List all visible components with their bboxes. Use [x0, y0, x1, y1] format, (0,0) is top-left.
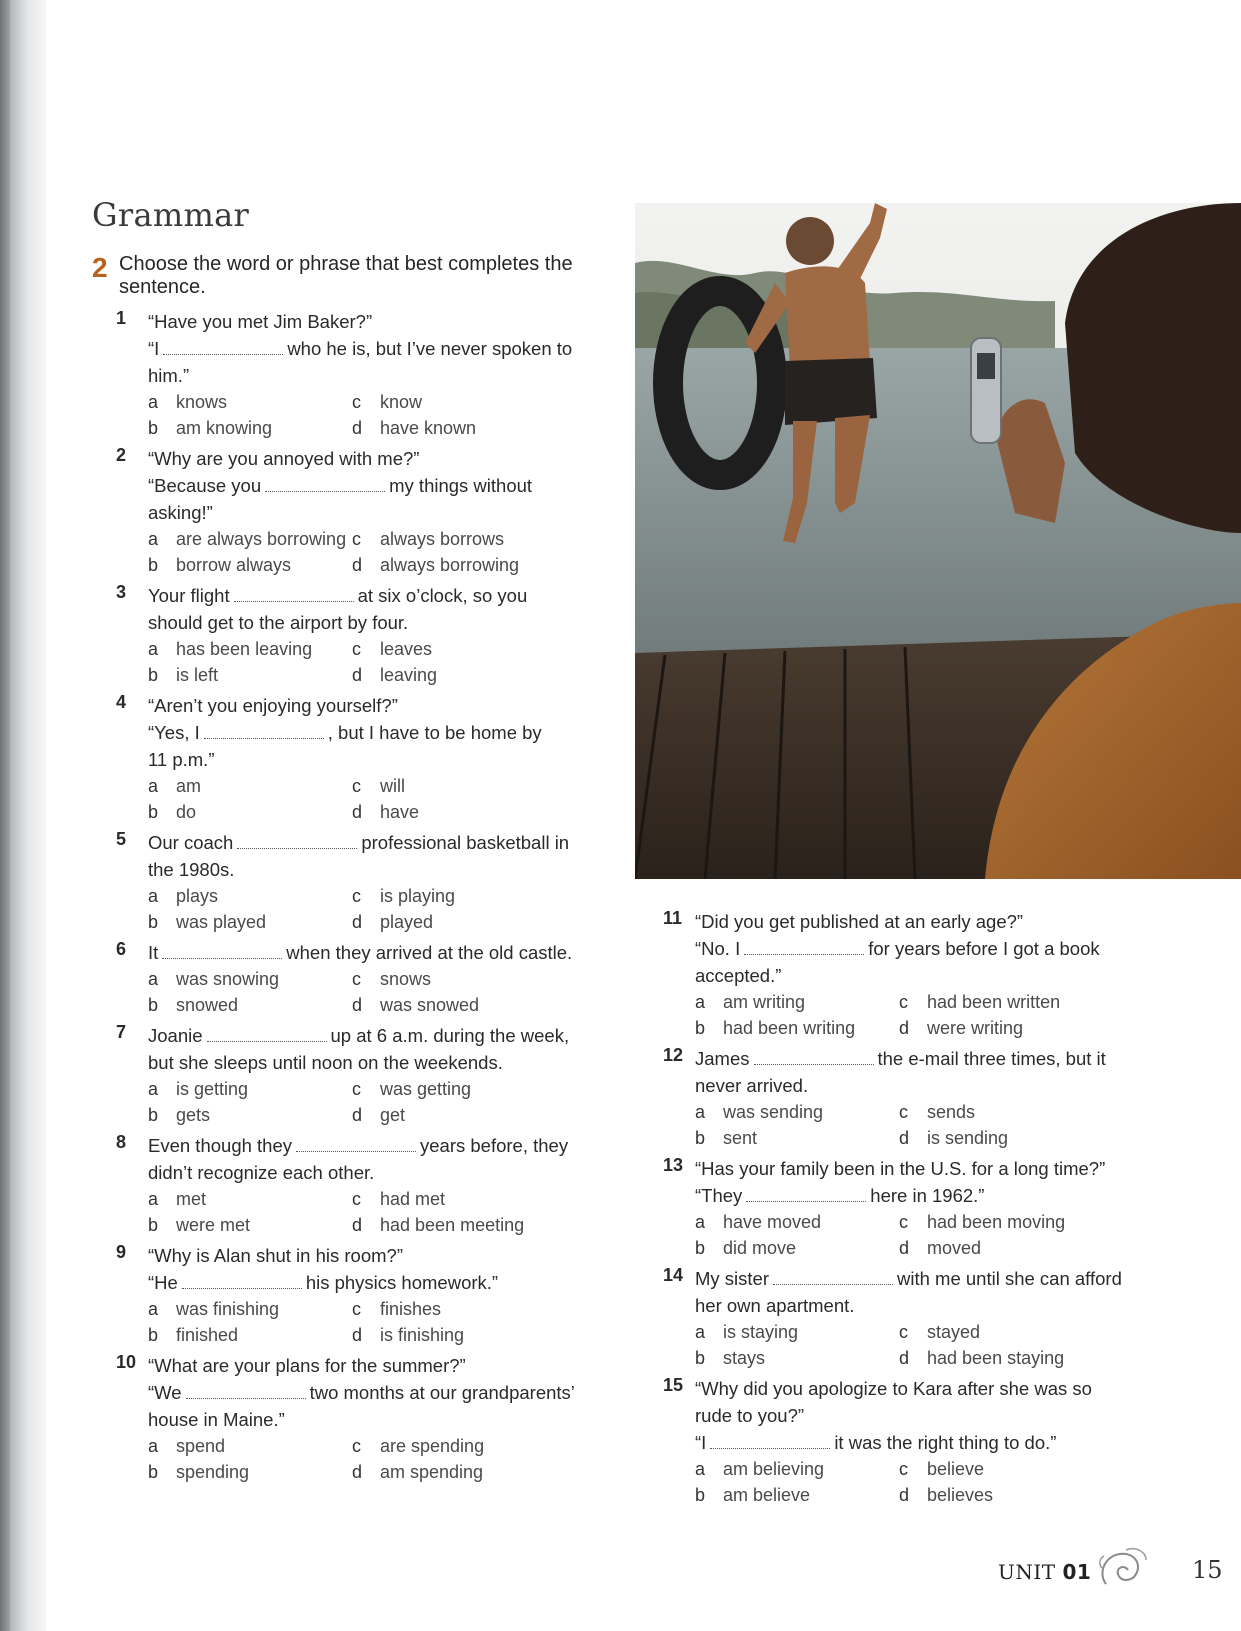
answer-blank: [265, 477, 385, 492]
option-letter: c: [899, 1212, 908, 1232]
option-letter: d: [352, 1325, 363, 1345]
option-letter: a: [695, 1212, 706, 1232]
option-text: was snowed: [380, 995, 480, 1015]
question-item: [663, 1375, 1163, 1508]
option-text: have known: [380, 418, 477, 438]
question-line: [148, 582, 606, 609]
option-letter: c: [352, 639, 361, 659]
option-letter: a: [148, 776, 159, 796]
option-text: is staying: [723, 1322, 799, 1342]
option-text: was snowing: [176, 969, 280, 989]
option-letter: b: [695, 1238, 706, 1258]
option-text: spend: [176, 1436, 226, 1456]
option-text: had been meeting: [380, 1215, 525, 1235]
question-text: “Why are you annoyed with me?”: [148, 448, 420, 469]
option-text: know: [380, 392, 423, 412]
answer-options: [148, 883, 606, 935]
answer-options: [148, 389, 606, 441]
option-letter: c: [899, 1102, 908, 1122]
question-number: 11: [663, 908, 683, 928]
option-letter: a: [148, 1299, 159, 1319]
option-letter: a: [148, 639, 159, 659]
question-line: [695, 1292, 1163, 1319]
question-item: [116, 582, 606, 688]
question-text-after: for years before I got a book: [868, 938, 1100, 959]
option-letter: b: [148, 418, 159, 438]
question-text: didn’t recognize each other.: [148, 1162, 375, 1183]
option-letter: a: [148, 529, 159, 549]
question-text-before: “No. I: [695, 938, 741, 959]
question-text-after: his physics homework.”: [305, 1272, 499, 1293]
question-item: [116, 308, 606, 441]
question-item: [116, 829, 606, 935]
option-letter: d: [899, 1128, 910, 1148]
option-letter: b: [148, 802, 159, 822]
question-line: [148, 362, 606, 389]
question-text: asking!”: [148, 502, 213, 523]
question-text-before: “We: [148, 1382, 182, 1403]
option-letter: c: [352, 392, 361, 412]
option-text: is getting: [176, 1079, 249, 1099]
answer-blank: [710, 1434, 830, 1449]
option-letter: b: [148, 1215, 159, 1235]
answer-blank: [744, 940, 864, 955]
question-line: [148, 1242, 606, 1269]
option-text: finished: [176, 1325, 239, 1345]
option-text: am: [176, 776, 202, 796]
option-text: is sending: [927, 1128, 1009, 1148]
answer-blank: [182, 1274, 302, 1289]
question-item: [116, 1132, 606, 1238]
question-number: 15: [663, 1375, 684, 1395]
option-letter: d: [352, 912, 363, 932]
question-text-after: at six o’clock, so you: [357, 585, 528, 606]
question-number: 12: [663, 1045, 684, 1065]
option-letter: d: [899, 1018, 910, 1038]
question-text: her own apartment.: [695, 1295, 855, 1316]
option-text: do: [176, 802, 197, 822]
question-text-after: who he is, but I’ve never spoken to: [287, 338, 573, 359]
option-letter: a: [148, 886, 159, 906]
question-line: [148, 829, 606, 856]
question-text-after: when they arrived at the old castle.: [286, 942, 573, 963]
question-line: [695, 1429, 1163, 1456]
question-number: 13: [663, 1155, 684, 1175]
questions-column-right: [663, 908, 1163, 1512]
option-letter: d: [352, 418, 363, 438]
question-line: [148, 1159, 606, 1186]
question-number: 4: [116, 692, 127, 712]
question-line: [148, 1379, 606, 1406]
question-item: [663, 1265, 1163, 1371]
option-letter: b: [148, 1105, 159, 1125]
question-text-after: my things without: [389, 475, 533, 496]
option-text: am spending: [380, 1462, 484, 1482]
question-number: 7: [116, 1022, 127, 1042]
option-text: am believing: [723, 1459, 825, 1479]
answer-blank: [207, 1027, 327, 1042]
option-letter: c: [352, 1299, 361, 1319]
option-letter: d: [899, 1348, 910, 1368]
question-text: “What are your plans for the summer?”: [148, 1355, 466, 1376]
question-line: [695, 1375, 1163, 1402]
option-text: stayed: [927, 1322, 981, 1342]
question-text-before: James: [695, 1048, 750, 1069]
question-line: [148, 1352, 606, 1379]
option-text: was played: [176, 912, 267, 932]
option-letter: b: [695, 1128, 706, 1148]
option-text: snowed: [176, 995, 239, 1015]
option-letter: a: [148, 392, 159, 412]
option-letter: b: [148, 1462, 159, 1482]
question-item: [116, 1022, 606, 1128]
question-item: [663, 908, 1163, 1041]
option-text: finishes: [380, 1299, 442, 1319]
option-text: will: [380, 776, 405, 796]
option-letter: a: [148, 1436, 159, 1456]
option-text: had been writing: [723, 1018, 856, 1038]
question-text-before: My sister: [695, 1268, 769, 1289]
question-line: [148, 692, 606, 719]
option-letter: b: [148, 995, 159, 1015]
option-text: always borrows: [380, 529, 505, 549]
option-letter: d: [352, 1215, 363, 1235]
questions-column-left: [116, 308, 606, 1489]
question-text: “Have you met Jim Baker?”: [148, 311, 373, 332]
unit-number: 01: [1062, 1560, 1092, 1584]
answer-blank: [163, 340, 283, 355]
question-text-before: Your flight: [148, 585, 230, 606]
question-text: “Has your family been in the U.S. for a long time?”: [695, 1158, 1106, 1179]
option-text: sent: [723, 1128, 758, 1148]
question-line: [148, 308, 606, 335]
option-text: was sending: [723, 1102, 824, 1122]
option-text: moved: [927, 1238, 982, 1258]
question-text-after: up at 6 a.m. during the week,: [330, 1025, 570, 1046]
swirl-ornament-icon: [1096, 1544, 1148, 1592]
option-text: gets: [176, 1105, 211, 1125]
answer-options: [148, 1433, 606, 1485]
answer-options: [695, 989, 1163, 1041]
option-text: always borrowing: [380, 555, 520, 575]
question-text: but she sleeps until noon on the weekends.: [148, 1052, 503, 1073]
question-number: 9: [116, 1242, 127, 1262]
option-letter: d: [352, 1462, 363, 1482]
answer-options: [695, 1456, 1163, 1508]
unit-word: UNIT: [998, 1560, 1056, 1584]
photo-boy-jumping-into-lake: [635, 203, 1241, 879]
question-text-after: it was the right thing to do.”: [834, 1432, 1057, 1453]
option-text: leaves: [380, 639, 433, 659]
page-number: 15: [1192, 1556, 1223, 1584]
question-text-before: Even though they: [148, 1135, 292, 1156]
question-text-after: with me until she can afford: [897, 1268, 1122, 1289]
question-line: [695, 1182, 1163, 1209]
option-letter: c: [352, 1079, 361, 1099]
question-line: [695, 1265, 1163, 1292]
answer-blank: [754, 1050, 874, 1065]
question-number: 14: [663, 1265, 684, 1285]
option-letter: d: [899, 1485, 910, 1505]
question-text-before: “They: [695, 1185, 743, 1206]
question-line: [148, 746, 606, 773]
option-text: played: [380, 912, 434, 932]
question-line: [148, 472, 606, 499]
unit-label: [998, 1560, 1091, 1584]
question-line: [695, 1045, 1163, 1072]
option-letter: a: [148, 1189, 159, 1209]
exercise-instruction: Choose the word or phrase that best completes the sentence.: [119, 253, 573, 298]
question-text: never arrived.: [695, 1075, 809, 1096]
option-text: believe: [927, 1459, 985, 1479]
option-text: met: [176, 1189, 207, 1209]
question-text-before: It: [148, 942, 159, 963]
question-line: [695, 935, 1163, 962]
answer-options: [148, 1186, 606, 1238]
question-text: “Aren’t you enjoying yourself?”: [148, 695, 398, 716]
option-text: borrow always: [176, 555, 292, 575]
option-text: am writing: [723, 992, 806, 1012]
answer-options: [148, 1076, 606, 1128]
option-letter: a: [148, 969, 159, 989]
answer-blank: [186, 1384, 306, 1399]
option-text: am believe: [723, 1485, 811, 1505]
answer-blank: [162, 944, 282, 959]
question-text-after: here in 1962.”: [870, 1185, 985, 1206]
option-letter: d: [899, 1238, 910, 1258]
option-text: is playing: [380, 886, 456, 906]
question-text-after: professional basketball in: [361, 832, 570, 853]
answer-options: [148, 636, 606, 688]
option-text: are always borrowing: [176, 529, 347, 549]
option-text: was finishing: [176, 1299, 280, 1319]
option-text: sends: [927, 1102, 976, 1122]
option-letter: c: [352, 529, 361, 549]
option-letter: c: [352, 776, 361, 796]
question-text-before: “Because you: [148, 475, 262, 496]
option-letter: d: [352, 995, 363, 1015]
option-letter: b: [695, 1018, 706, 1038]
question-item: [116, 1352, 606, 1485]
option-letter: c: [899, 992, 908, 1012]
question-item: [663, 1155, 1163, 1261]
option-letter: c: [899, 1322, 908, 1342]
question-line: [148, 609, 606, 636]
option-text: is left: [176, 665, 219, 685]
question-text-before: “I: [695, 1432, 707, 1453]
option-text: had been written: [927, 992, 1061, 1012]
option-letter: d: [352, 555, 363, 575]
option-letter: b: [148, 665, 159, 685]
option-text: have: [380, 802, 420, 822]
option-letter: b: [695, 1485, 706, 1505]
option-letter: a: [148, 1079, 159, 1099]
option-letter: c: [352, 1436, 361, 1456]
question-number: 10: [116, 1352, 137, 1372]
question-number: 5: [116, 829, 127, 849]
question-line: [148, 1406, 606, 1433]
question-number: 8: [116, 1132, 127, 1152]
question-text-before: “He: [148, 1272, 178, 1293]
option-letter: d: [352, 1105, 363, 1125]
option-text: knows: [176, 392, 228, 412]
option-text: had been staying: [927, 1348, 1065, 1368]
option-text: spending: [176, 1462, 250, 1482]
option-text: has been leaving: [176, 639, 313, 659]
question-text: house in Maine.”: [148, 1409, 285, 1430]
answer-options: [148, 1296, 606, 1348]
question-item: [116, 445, 606, 578]
question-line: [148, 856, 606, 883]
question-line: [695, 1072, 1163, 1099]
question-text: him.”: [148, 365, 190, 386]
answer-blank: [237, 834, 357, 849]
question-item: [116, 1242, 606, 1348]
question-text-after: years before, they: [420, 1135, 569, 1156]
question-line: [148, 939, 606, 966]
option-letter: c: [352, 886, 361, 906]
option-letter: b: [695, 1348, 706, 1368]
answer-blank: [234, 587, 354, 602]
answer-options: [695, 1319, 1163, 1371]
option-letter: b: [148, 555, 159, 575]
question-text: “Why is Alan shut in his room?”: [148, 1245, 403, 1266]
option-letter: d: [352, 802, 363, 822]
question-text-after: the e-mail three times, but it: [877, 1048, 1106, 1069]
question-number: 1: [116, 308, 127, 328]
option-letter: a: [695, 1459, 706, 1479]
option-letter: c: [352, 1189, 361, 1209]
question-text: accepted.”: [695, 965, 782, 986]
page-binding-edge: [0, 0, 10, 1631]
question-line: [695, 1155, 1163, 1182]
option-text: believes: [927, 1485, 994, 1505]
question-number: 3: [116, 582, 127, 602]
question-text: rude to you?”: [695, 1405, 805, 1426]
option-text: were met: [176, 1215, 251, 1235]
question-text: should get to the airport by four.: [148, 612, 409, 633]
answer-blank: [773, 1270, 893, 1285]
question-text: “Why did you apologize to Kara after she was so: [695, 1378, 1092, 1399]
exercise-number: 2: [92, 252, 108, 283]
option-text: had met: [380, 1189, 446, 1209]
option-letter: c: [899, 1459, 908, 1479]
question-text-before: Joanie: [148, 1025, 203, 1046]
option-text: plays: [176, 886, 219, 906]
option-letter: a: [695, 992, 706, 1012]
question-text: 11 p.m.”: [148, 749, 215, 770]
section-title: Grammar: [92, 196, 250, 234]
question-line: [148, 445, 606, 472]
option-letter: b: [148, 912, 159, 932]
option-text: was getting: [380, 1079, 472, 1099]
question-text-after: two months at our grandparents’: [309, 1382, 575, 1403]
question-line: [148, 719, 606, 746]
question-line: [148, 1049, 606, 1076]
option-letter: b: [148, 1325, 159, 1345]
option-letter: a: [695, 1322, 706, 1342]
option-text: have moved: [723, 1212, 822, 1232]
question-text-before: “I: [148, 338, 160, 359]
option-text: stays: [723, 1348, 766, 1368]
answer-options: [148, 773, 606, 825]
option-text: is finishing: [380, 1325, 465, 1345]
answer-options: [148, 966, 606, 1018]
question-text-after: , but I have to be home by: [327, 722, 542, 743]
option-text: leaving: [380, 665, 438, 685]
question-number: 6: [116, 939, 127, 959]
question-line: [695, 908, 1163, 935]
question-line: [695, 962, 1163, 989]
answer-blank: [746, 1187, 866, 1202]
answer-blank: [296, 1137, 416, 1152]
question-line: [148, 1132, 606, 1159]
question-line: [148, 1269, 606, 1296]
question-line: [148, 335, 606, 362]
question-line: [695, 1402, 1163, 1429]
question-text: the 1980s.: [148, 859, 235, 880]
option-text: were writing: [927, 1018, 1024, 1038]
question-item: [663, 1045, 1163, 1151]
answer-options: [695, 1209, 1163, 1261]
option-text: get: [380, 1105, 406, 1125]
answer-blank: [204, 724, 324, 739]
option-letter: c: [352, 969, 361, 989]
question-text-before: “Yes, I: [148, 722, 200, 743]
option-text: am knowing: [176, 418, 273, 438]
question-item: [116, 692, 606, 825]
option-text: snows: [380, 969, 432, 989]
option-letter: a: [695, 1102, 706, 1122]
question-item: [116, 939, 606, 1018]
question-number: 2: [116, 445, 127, 465]
question-text-before: Our coach: [148, 832, 234, 853]
option-letter: d: [352, 665, 363, 685]
option-text: did move: [723, 1238, 797, 1258]
option-text: are spending: [380, 1436, 485, 1456]
question-line: [148, 1022, 606, 1049]
question-text: “Did you get published at an early age?”: [695, 911, 1024, 932]
answer-options: [695, 1099, 1163, 1151]
option-text: had been moving: [927, 1212, 1066, 1232]
question-line: [148, 499, 606, 526]
answer-options: [148, 526, 606, 578]
